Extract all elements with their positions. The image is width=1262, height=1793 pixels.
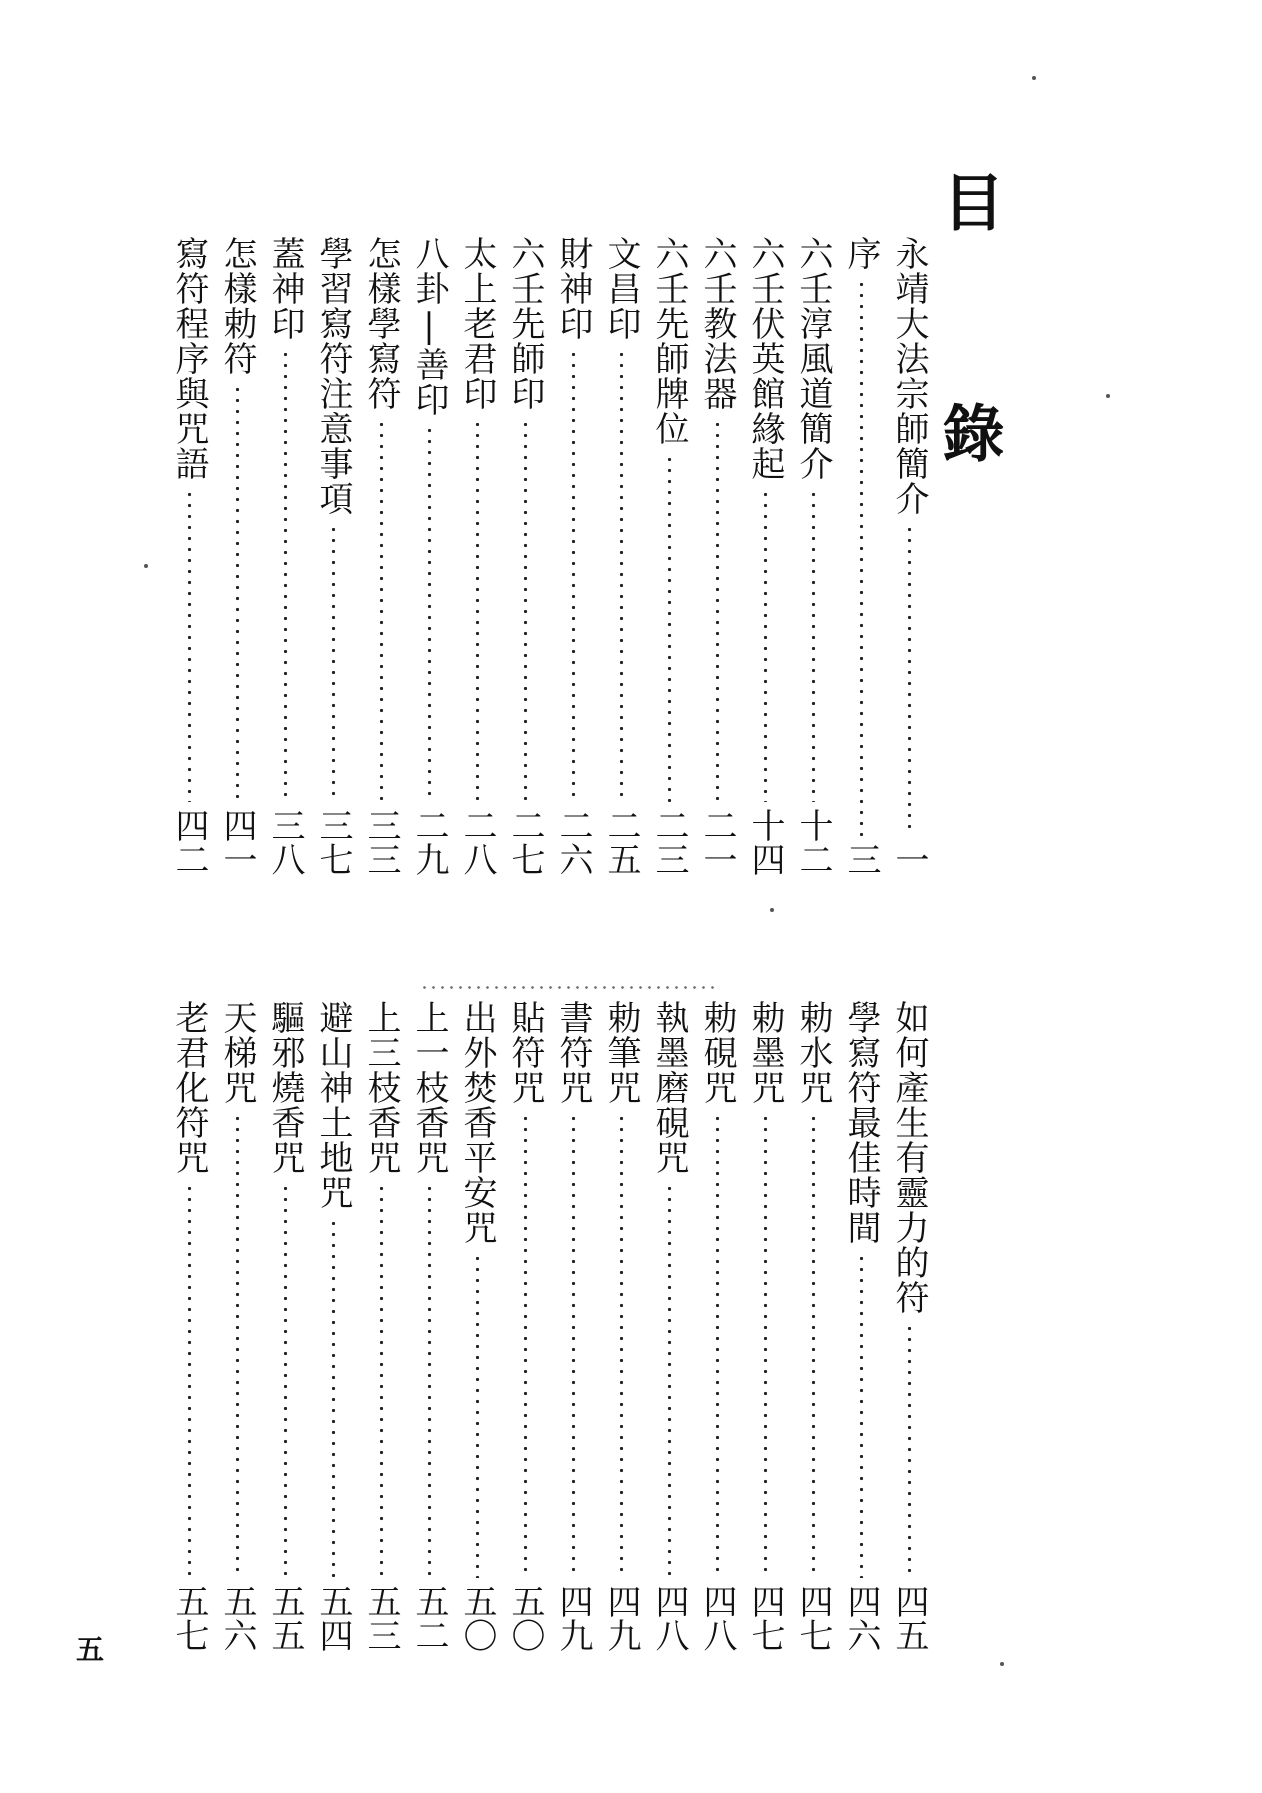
dot-leader bbox=[763, 489, 768, 802]
dot-leader bbox=[427, 1183, 432, 1578]
toc-entry[interactable] bbox=[792, 1000, 834, 1652]
toc-entry-page: 五五 bbox=[265, 1584, 305, 1652]
toc-entry[interactable] bbox=[888, 236, 930, 876]
dot-leader bbox=[523, 419, 528, 802]
toc-entry-title: 序 bbox=[841, 236, 881, 271]
dot-leader bbox=[859, 279, 864, 836]
toc-entry[interactable] bbox=[408, 236, 450, 876]
toc-entry[interactable] bbox=[504, 1000, 546, 1652]
toc-entry[interactable] bbox=[840, 1000, 882, 1652]
dot-leader bbox=[283, 1183, 288, 1578]
toc-entry-title: 上三枝香咒 bbox=[361, 1000, 401, 1175]
dot-leader bbox=[379, 419, 384, 802]
toc-entry-page: 一 bbox=[889, 842, 929, 876]
print-speck bbox=[144, 564, 148, 568]
toc-entry[interactable] bbox=[456, 1000, 498, 1652]
toc-entry[interactable] bbox=[264, 236, 306, 876]
toc-entry-title: 六壬伏英館緣起 bbox=[745, 236, 785, 481]
toc-entry-page: 二五 bbox=[601, 808, 641, 876]
toc-entry-title: 老君化符咒 bbox=[169, 1000, 209, 1175]
dot-leader bbox=[283, 349, 288, 802]
toc-entry-title: 永靖大法宗師簡介 bbox=[889, 236, 929, 516]
toc-entry-title: 寫符程序與咒語 bbox=[169, 236, 209, 481]
print-speckle-line bbox=[420, 986, 720, 989]
toc-entry[interactable] bbox=[792, 236, 834, 876]
toc-entry-page: 四一 bbox=[217, 808, 257, 876]
dot-leader bbox=[475, 1253, 480, 1578]
toc-entry[interactable] bbox=[744, 1000, 786, 1652]
toc-entry-title: 學習寫符注意事項 bbox=[313, 236, 353, 516]
toc-entry-page: 四八 bbox=[649, 1584, 689, 1652]
print-speck bbox=[770, 908, 774, 912]
dot-leader bbox=[907, 524, 912, 836]
toc-entry-page: 二三 bbox=[649, 808, 689, 876]
toc-entry-title: 上一枝香咒 bbox=[409, 1000, 449, 1175]
page-number: 五 bbox=[76, 1633, 105, 1666]
dot-leader bbox=[475, 419, 480, 802]
toc-entry-page: 五三 bbox=[361, 1584, 401, 1652]
toc-entry[interactable] bbox=[600, 236, 642, 876]
toc-entry-title: 書符咒 bbox=[553, 1000, 593, 1105]
toc-entry-title: 勅水咒 bbox=[793, 1000, 833, 1105]
toc-entry-page: 四九 bbox=[601, 1584, 641, 1652]
toc-entry-page: 五六 bbox=[217, 1584, 257, 1652]
toc-entry[interactable] bbox=[696, 1000, 738, 1652]
toc-section-lower bbox=[150, 1000, 930, 1652]
toc-entry-page: 二九 bbox=[409, 808, 449, 876]
dot-leader bbox=[379, 1183, 384, 1578]
toc-entry-title: 勅硯咒 bbox=[697, 1000, 737, 1105]
toc-entry[interactable] bbox=[552, 1000, 594, 1652]
dot-leader bbox=[523, 1113, 528, 1578]
toc-entry-page: 二七 bbox=[505, 808, 545, 876]
toc-entry[interactable] bbox=[216, 236, 258, 876]
dot-leader bbox=[667, 1183, 672, 1578]
toc-entry-page: 五〇 bbox=[457, 1584, 497, 1652]
dot-leader bbox=[619, 1113, 624, 1578]
toc-entry[interactable] bbox=[504, 236, 546, 876]
toc-entry-title: 六壬淳風道簡介 bbox=[793, 236, 833, 481]
dot-leader bbox=[187, 489, 192, 802]
toc-entry[interactable] bbox=[168, 1000, 210, 1652]
dot-leader bbox=[571, 1113, 576, 1578]
toc-entry-page: 三三 bbox=[361, 808, 401, 876]
toc-entry-page: 五七 bbox=[169, 1584, 209, 1652]
toc-entry-title: 怎樣學寫符 bbox=[361, 236, 401, 411]
toc-entry-title: 蓋神印 bbox=[265, 236, 305, 341]
toc-entry-page: 十四 bbox=[745, 808, 785, 876]
dot-leader bbox=[715, 419, 720, 802]
toc-entry-title: 怎樣勅符 bbox=[217, 236, 257, 376]
toc-entry-title: 六壬先師牌位 bbox=[649, 236, 689, 446]
toc-entry-page: 三八 bbox=[265, 808, 305, 876]
toc-entry[interactable] bbox=[696, 236, 738, 876]
dot-leader bbox=[907, 1323, 912, 1578]
toc-entry-title: 驅邪燒香咒 bbox=[265, 1000, 305, 1175]
toc-entry-page: 四五 bbox=[889, 1584, 929, 1652]
print-speck bbox=[1106, 394, 1110, 398]
dot-leader bbox=[811, 1113, 816, 1578]
dot-leader bbox=[235, 1113, 240, 1578]
toc-entry-page: 五四 bbox=[313, 1584, 353, 1652]
dot-leader bbox=[571, 349, 576, 802]
toc-entry-page: 四七 bbox=[745, 1584, 785, 1652]
toc-entry-page: 四八 bbox=[697, 1584, 737, 1652]
dot-leader bbox=[427, 425, 432, 802]
dot-leader bbox=[667, 454, 672, 802]
print-speck bbox=[1032, 76, 1036, 80]
toc-entry[interactable] bbox=[456, 236, 498, 876]
dot-leader bbox=[187, 1183, 192, 1578]
toc-entry[interactable] bbox=[552, 236, 594, 876]
dot-leader bbox=[619, 349, 624, 802]
toc-entry-title: 太上老君印 bbox=[457, 236, 497, 411]
dot-leader bbox=[235, 384, 240, 802]
toc-entry-title: 文昌印 bbox=[601, 236, 641, 341]
toc-entry-page: 二一 bbox=[697, 808, 737, 876]
toc-entry-title: 學寫符最佳時間 bbox=[841, 1000, 881, 1245]
toc-entry-page: 十二 bbox=[793, 808, 833, 876]
toc-entry[interactable] bbox=[264, 1000, 306, 1652]
toc-entry-page: 四九 bbox=[553, 1584, 593, 1652]
toc-entry-page: 四六 bbox=[841, 1584, 881, 1652]
toc-entry[interactable] bbox=[312, 1000, 354, 1652]
dot-leader bbox=[859, 1253, 864, 1578]
toc-entry-title: 勅筆咒 bbox=[601, 1000, 641, 1105]
toc-section-upper bbox=[150, 236, 930, 876]
toc-entry-page: 二六 bbox=[553, 808, 593, 876]
toc-entry[interactable] bbox=[312, 236, 354, 876]
toc-entry[interactable] bbox=[216, 1000, 258, 1652]
dot-leader bbox=[763, 1113, 768, 1578]
toc-entry-page: 四二 bbox=[169, 808, 209, 876]
toc-entry[interactable] bbox=[360, 1000, 402, 1652]
toc-entry-page: 三 bbox=[841, 842, 881, 876]
toc-entry[interactable] bbox=[600, 1000, 642, 1652]
toc-entry-title: 財神印 bbox=[553, 236, 593, 341]
toc-entry-title: 執墨磨硯咒 bbox=[649, 1000, 689, 1175]
toc-entry[interactable] bbox=[744, 236, 786, 876]
toc-entry-page: 五二 bbox=[409, 1584, 449, 1652]
toc-entry-title: 勅墨咒 bbox=[745, 1000, 785, 1105]
dot-leader bbox=[715, 1113, 720, 1578]
toc-entry-title: 貼符咒 bbox=[505, 1000, 545, 1105]
dot-leader bbox=[811, 489, 816, 802]
toc-entry-page: 五〇 bbox=[505, 1584, 545, 1652]
toc-entry-page: 三七 bbox=[313, 808, 353, 876]
toc-entry-page: 四七 bbox=[793, 1584, 833, 1652]
page-title: 目 錄 bbox=[932, 170, 1005, 511]
toc-entry-title: 避山神土地咒 bbox=[313, 1000, 353, 1210]
print-speck bbox=[1000, 1662, 1004, 1666]
toc-entry-title: 八卦|善印 bbox=[409, 236, 449, 417]
toc-entry-page: 二八 bbox=[457, 808, 497, 876]
toc-entry[interactable] bbox=[360, 236, 402, 876]
toc-entry-title: 六壬先師印 bbox=[505, 236, 545, 411]
toc-entry-title: 出外焚香平安咒 bbox=[457, 1000, 497, 1245]
toc-entry[interactable] bbox=[168, 236, 210, 876]
toc-entry[interactable] bbox=[888, 1000, 930, 1652]
dot-leader bbox=[331, 1218, 336, 1578]
toc-entry-title: 如何產生有靈力的符 bbox=[889, 1000, 929, 1315]
toc-entry[interactable] bbox=[408, 1000, 450, 1652]
toc-entry-title: 六壬教法器 bbox=[697, 236, 737, 411]
toc-entry[interactable] bbox=[840, 236, 882, 876]
toc-entry-title: 天梯咒 bbox=[217, 1000, 257, 1105]
toc-entry[interactable] bbox=[648, 1000, 690, 1652]
toc-entry[interactable] bbox=[648, 236, 690, 876]
dot-leader bbox=[331, 524, 336, 802]
